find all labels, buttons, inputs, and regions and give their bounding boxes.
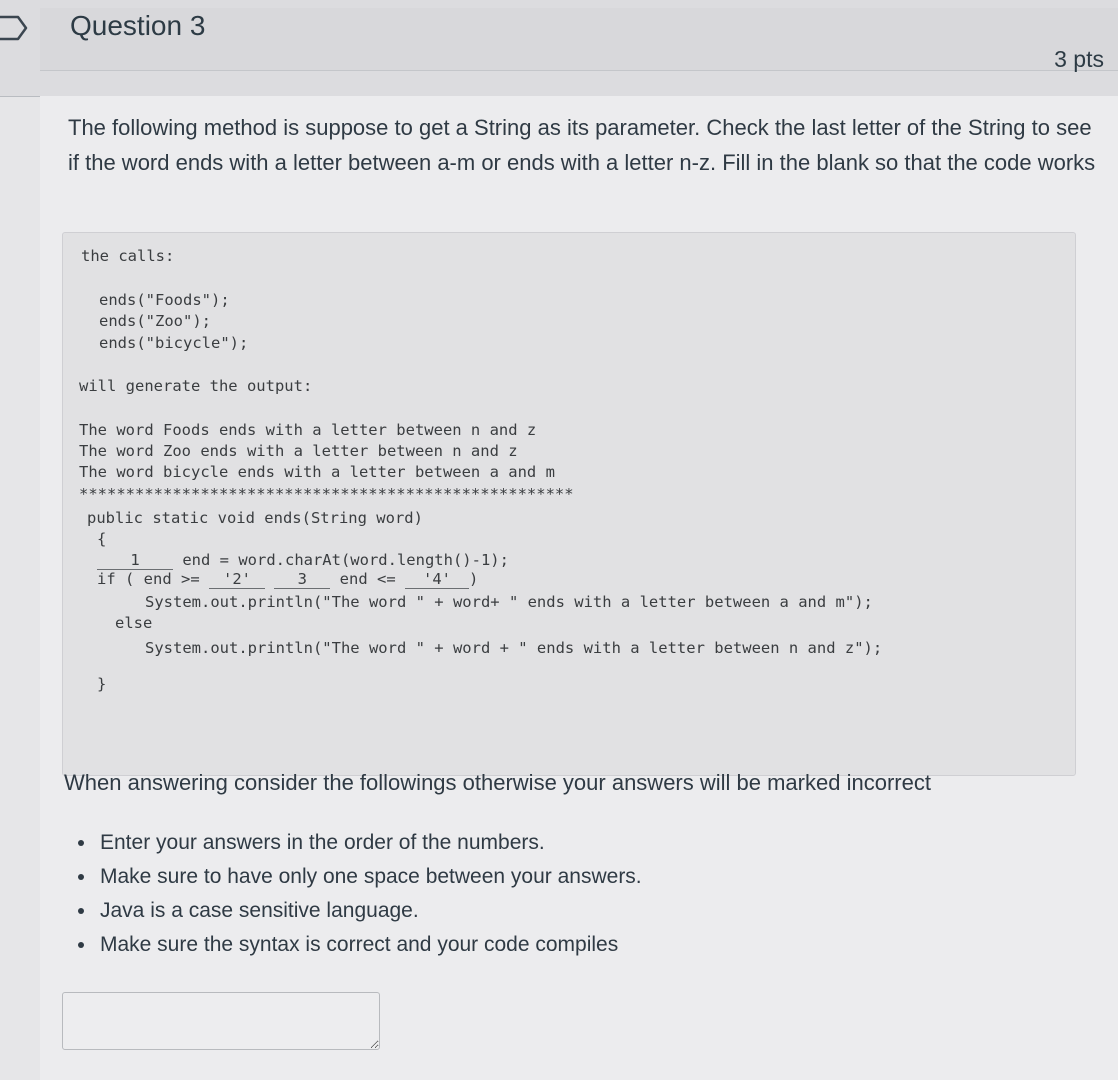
list-item bbox=[74, 894, 642, 928]
list-item-text: Enter your answers in the order of the numbers. bbox=[100, 831, 545, 854]
code-line-2-start: if ( end >= bbox=[97, 570, 209, 588]
code-line-3: System.out.println("The word " + word+ " ends with a letter between a and m"); bbox=[145, 593, 873, 611]
list-item bbox=[74, 860, 642, 894]
code-block bbox=[62, 232, 1076, 776]
question-points: 3 pts bbox=[1054, 46, 1104, 72]
bullet-icon bbox=[78, 840, 84, 846]
else-keyword: else bbox=[115, 614, 153, 632]
bullet-icon bbox=[78, 942, 84, 948]
close-brace: } bbox=[97, 675, 107, 693]
flag-outline-icon[interactable] bbox=[0, 14, 30, 42]
blank-4: '4' bbox=[405, 570, 469, 589]
list-item-text: Make sure the syntax is correct and your code compiles bbox=[100, 933, 619, 956]
separator-line: ***************************************************** bbox=[79, 485, 574, 503]
output-line: The word Zoo ends with a letter between n and z bbox=[79, 442, 518, 460]
instructions-heading: When answering consider the followings otherwise your answers will be marked incorrect bbox=[64, 770, 931, 795]
output-line: The word bicycle ends with a letter between a and m bbox=[79, 463, 555, 481]
list-item bbox=[74, 826, 642, 860]
question-header bbox=[0, 0, 1118, 97]
question-title: Question 3 bbox=[70, 10, 206, 41]
list-item-text: Make sure to have only one space between your answers. bbox=[100, 865, 642, 888]
call-line: ends("bicycle"); bbox=[99, 334, 249, 352]
code-line-2 bbox=[97, 570, 478, 589]
list-item-text: Java is a case sensitive language. bbox=[100, 899, 419, 922]
call-line: ends("Foods"); bbox=[99, 291, 230, 309]
open-brace: { bbox=[97, 530, 107, 548]
code-line-2-end: ) bbox=[468, 570, 479, 588]
blank-3: 3 bbox=[274, 570, 330, 589]
call-line: ends("Zoo"); bbox=[99, 312, 211, 330]
blank-2: '2' bbox=[209, 570, 265, 589]
list-item bbox=[74, 928, 642, 962]
bullet-icon bbox=[78, 908, 84, 914]
code-line-1-rest: end = word.charAt(word.length()-1); bbox=[173, 551, 509, 569]
method-signature: public static void ends(String word) bbox=[87, 509, 423, 527]
code-line-2-mid: end <= bbox=[330, 570, 405, 588]
output-line: The word Foods ends with a letter between n and z bbox=[79, 421, 537, 439]
calls-label: the calls: bbox=[81, 247, 175, 265]
output-label: will generate the output: bbox=[79, 377, 313, 395]
question-prompt: The following method is suppose to get a String as its parameter. Check the last letter of the String to see if the word ends with a letter between a-m or ends with a letter n-z. Fill in the blank so that the code works bbox=[68, 115, 1096, 175]
blank-1: 1 bbox=[97, 551, 173, 570]
code-line-5: System.out.println("The word " + word + " ends with a letter between n and z"); bbox=[145, 639, 883, 657]
bullet-icon bbox=[78, 874, 84, 880]
code-line-1 bbox=[97, 551, 509, 570]
instructions-list bbox=[74, 826, 642, 962]
answer-input[interactable] bbox=[62, 992, 380, 1050]
